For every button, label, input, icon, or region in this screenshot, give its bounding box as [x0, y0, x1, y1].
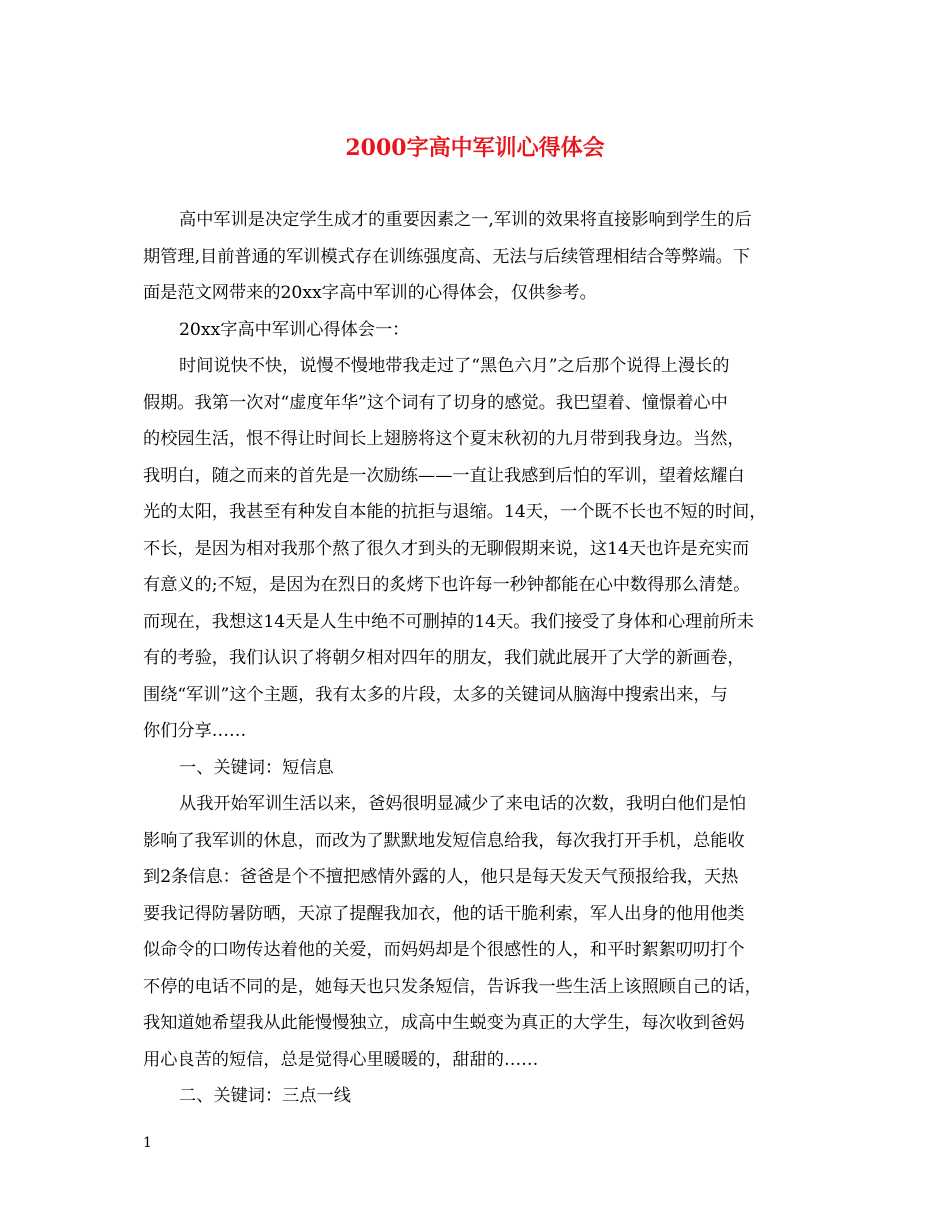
- paragraph-line: 要我记得防暑防晒，天凉了提醒我加衣，他的话干脆利索，军人出身的他用他类: [143, 903, 745, 924]
- paragraph-line: 有意义的;不短，是因为在烈日的炙烤下也许每一秒钟都能在心中数得那么清楚。: [143, 575, 751, 595]
- paragraph-line: 我知道她希望我从此能慢慢独立，成高中生蜕变为真正的大学生，每次收到爸妈: [143, 1013, 745, 1033]
- keyword-heading: 二、关键词：三点一线: [179, 1086, 351, 1106]
- paragraph-line: 从我开始军训生活以来，爸妈很明显减少了来电话的次数，我明白他们是怕: [179, 794, 747, 814]
- paragraph-line: 用心良苦的短信，总是觉得心里暖暖的，甜甜的……: [143, 1049, 539, 1070]
- paragraph-line: 不长，是因为相对我那个熬了很久才到头的无聊假期来说，这14天也许是充实而: [143, 538, 750, 559]
- document-title: 2000字高中军训心得体会: [345, 135, 605, 161]
- paragraph-line: 围绕“军训”这个主题，我有太多的片段，太多的关键词从脑海中搜索出来，与: [143, 684, 728, 705]
- paragraph-line: 我明白，随之而来的首先是一次励练——一直让我感到后怕的军训，望着炫耀白: [143, 465, 745, 486]
- paragraph-line: 面是范文网带来的20xx字高中军训的心得体会，仅供参考。: [143, 283, 597, 303]
- paragraph-line: 光的太阳，我甚至有种发自本能的抗拒与退缩。14天，一个既不长也不短的时间，: [143, 502, 767, 522]
- page-number: 1: [143, 1135, 152, 1151]
- paragraph-line: 到2条信息：爸爸是个不擅把感情外露的人，他只是每天发天气预报给我，天热: [143, 867, 739, 887]
- paragraph-line: 影响了我军训的休息，而改为了默默地发短信息给我，每次我打开手机，总能收: [143, 830, 745, 851]
- document-body: [143, 202, 815, 1115]
- paragraph-line: 时间说快不快，说慢不慢地带我走过了“黑色六月”之后那个说得上漫长的: [179, 356, 730, 376]
- paragraph-line: 有的考验，我们认识了将朝夕相对四年的朋友，我们就此展开了大学的新画卷，: [143, 648, 745, 668]
- paragraph-line: 期管理,目前普通的军训模式存在训练强度高、无法与后续管理相结合等弊端。下: [143, 246, 751, 267]
- keyword-heading: 一、关键词：短信息: [179, 757, 334, 778]
- section-heading: 20xx字高中军训心得体会一：: [179, 319, 410, 340]
- paragraph-line: 似命令的口吻传达着他的关爱，而妈妈却是个很感性的人，和平时絮絮叨叨打个: [143, 940, 745, 960]
- paragraph-line: 的校园生活，恨不得让时间长上翅膀将这个夏末秋初的九月带到我身边。当然，: [143, 429, 745, 449]
- paragraph-line: 高中军训是决定学生成才的重要因素之一,军训的效果将直接影响到学生的后: [179, 210, 752, 230]
- paragraph-line: 不停的电话不同的是，她每天也只发条短信，告诉我一些生活上该照顾自己的话，: [143, 976, 762, 997]
- paragraph-line: 假期。我第一次对“虚度年华”这个词有了切身的感觉。我巴望着、憧憬着心中: [143, 392, 728, 413]
- paragraph-line: 你们分享……: [143, 721, 247, 741]
- paragraph-line: 而现在，我想这14天是人生中绝不可删掉的14天。我们接受了身体和心理前所未: [143, 611, 754, 632]
